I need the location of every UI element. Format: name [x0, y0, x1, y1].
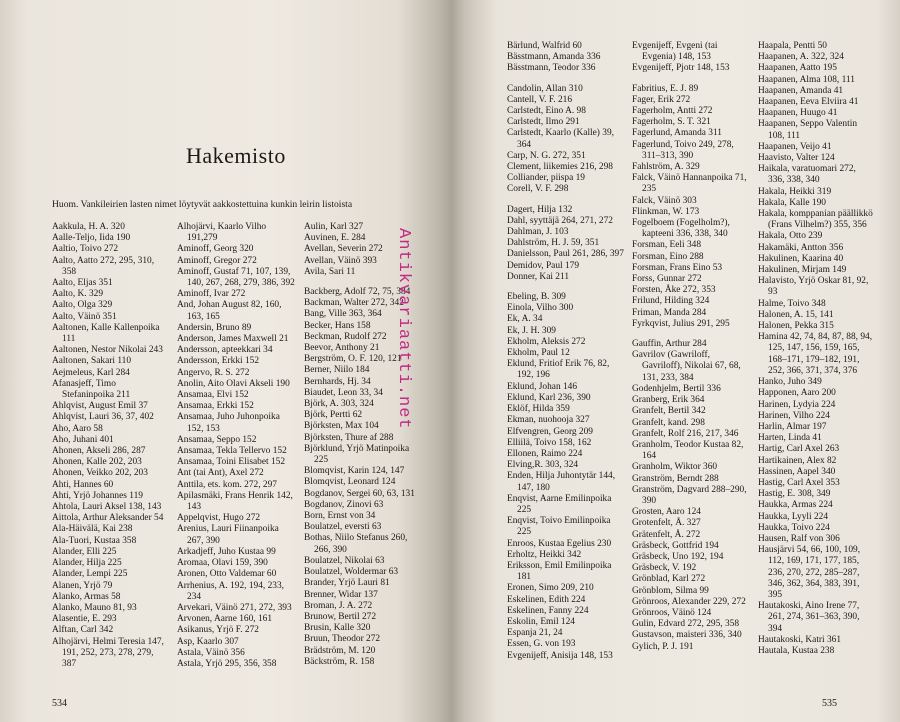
index-entry: Eklund, Johan 146 — [507, 381, 578, 392]
index-entry: Falck, Väinö 303 — [632, 195, 697, 206]
index-entry: Alftan, Carl 342 — [52, 625, 114, 636]
index-entry: Fahlström, A. 329 — [632, 162, 700, 173]
index-entry: Haapanen, Eeva Elviira 41 — [758, 97, 859, 108]
index-entry: Ek, A. 34 — [507, 314, 543, 325]
index-entry: Bärlund, Walfrid 60 — [507, 41, 582, 51]
index-entry: Dahl, syyttäjä 264, 271, 272 — [507, 215, 613, 226]
index-entry: Andersson, Erkki 152 — [177, 356, 260, 367]
index-entry: Hausen, Ralf von 306 — [758, 533, 840, 544]
index-entry: Haukka, Toivo 224 — [758, 522, 830, 533]
index-note: Huom. Vankileirien lasten nimet löytyvät aakkostettuina kunkin leirin listoista — [52, 199, 353, 210]
index-entry: Candolin, Allan 310 — [507, 83, 583, 94]
page-number-right: 535 — [822, 698, 837, 709]
index-column-1 — [52, 222, 164, 670]
index-entry: Ek, J. H. 309 — [507, 325, 556, 336]
index-entry: Carlstedt, Ilmo 291 — [507, 117, 580, 128]
index-entry: Haapanen, Huugo 41 — [758, 108, 838, 119]
index-entry: Enden, Hilja Juhontytär 144, 147, 180 — [507, 471, 616, 493]
index-entry: Aalto, Eljas 351 — [52, 278, 113, 289]
index-entry: Haapanen, Amanda 41 — [758, 85, 844, 96]
index-entry: Hartikainen, Alex 82 — [758, 455, 837, 466]
index-entry: Björk, Pertti 62 — [304, 410, 363, 421]
index-entry: Arrhenius, A. 192, 194, 233, 234 — [177, 580, 285, 602]
index-entry: Hakala, komppanian päällikkö (Frans Vilhelm?) 355, 356 — [758, 209, 873, 231]
index-entry: Anderson, James Maxwell 21 — [177, 334, 289, 345]
index-entry: And, Johan August 82, 160, 163, 165 — [177, 300, 282, 322]
right-page — [452, 0, 900, 722]
index-entry: Avila, Sari 11 — [304, 266, 356, 277]
index-entry: Aittola, Arthur Aleksander 54 — [52, 513, 164, 524]
index-entry: Enqvist, Aarne Emilinpoika 225 — [507, 493, 612, 515]
index-entry: Haapala, Pentti 50 — [758, 41, 827, 51]
index-entry: Harinen, Vilho 224 — [758, 410, 830, 421]
index-entry: Harten, Linda 41 — [758, 433, 822, 444]
index-entry: Halme, Toivo 348 — [758, 298, 826, 309]
index-entry: Haukka, Lyyli 224 — [758, 511, 829, 522]
index-entry: Friman, Manda 284 — [632, 307, 707, 318]
index-entry: Aulin, Karl 327 — [304, 222, 364, 232]
index-entry: Aaltonen, Kalle Kallenpoika 111 — [52, 322, 160, 345]
index-entry: Granfelt, kand. 298 — [632, 417, 705, 428]
index-entry: Aminoff, Gustaf 71, 107, 139, 140, 267, 268, 279, 386, 392 — [177, 266, 295, 289]
index-entry: Granberg, Erik 364 — [632, 395, 705, 406]
index-entry: Hartig, Carl Axel 263 — [758, 444, 840, 455]
index-entry: Aalle-Teljo, Iida 190 — [52, 233, 131, 244]
index-entry: Granström, Berndt 288 — [632, 473, 719, 484]
index-entry: Harlin, Almar 197 — [758, 421, 827, 432]
index-entry: Granström, Dagvard 288–290, 390 — [632, 484, 747, 506]
index-entry: Bergström, O. F. 120, 121 — [304, 354, 402, 365]
index-entry: Alanen, Yrjö 79 — [52, 580, 113, 591]
index-entry: Bäckström, R. 158 — [304, 656, 375, 667]
index-entry: Boulatzel, Nikolai 63 — [304, 555, 385, 566]
index-entry: Bruun, Theodor 272 — [304, 634, 381, 645]
index-entry: Falck, Väinö Hannanpoika 71, 235 — [632, 173, 747, 195]
index-entry: Ansamaa, Seppo 152 — [177, 434, 257, 445]
index-entry: Alander, Lempi 225 — [52, 569, 128, 580]
index-entry: Frilund, Hilding 324 — [632, 296, 710, 307]
index-entry: Hausjärvi 54, 66, 100, 109, 112, 169, 171, 177, 185, 236, 270, 272, 285–287, 346, 362, 364, 383, 391, 395 — [758, 545, 861, 600]
index-entry: Carlstedt, Eino A. 98 — [507, 106, 586, 117]
index-entry: Beevor, Anthony 21 — [304, 343, 380, 354]
index-entry: Backberg, Adolf 72, 75, 384 — [304, 287, 411, 298]
index-entry: Ahonen, Kalle 202, 203 — [52, 457, 142, 468]
index-entry: Granholm, Teodor Kustaa 82, 164 — [632, 439, 744, 462]
index-entry: Demidov, Paul 179 — [507, 260, 580, 271]
index-entry: Gauffin, Arthur 284 — [632, 339, 707, 350]
index-entry: Forsman, Eino 288 — [632, 251, 704, 262]
index-entry: Aalto, Väinö 351 — [52, 311, 117, 322]
index-entry: Happonen, Aaro 200 — [758, 388, 836, 399]
index-entry: Avellan, Severin 272 — [304, 244, 383, 255]
index-entry: Becker, Hans 158 — [304, 320, 371, 331]
index-entry: Anttila, ets. kom. 272, 297 — [177, 479, 277, 490]
index-entry: Colliander, piispa 19 — [507, 173, 585, 184]
index-entry: Ansamaa, Erkki 152 — [177, 401, 254, 412]
index-entry: Bogdanov, Zinovi 63 — [304, 499, 384, 510]
index-entry: Hautakoski, Katri 361 — [758, 634, 842, 645]
index-entry: Grätenfelt, Å. 272 — [632, 529, 701, 540]
index-column-2 — [177, 222, 295, 670]
page-title: Hakemisto — [186, 143, 286, 168]
index-column-4 — [507, 41, 625, 662]
index-entry: Gräsbeck, Gottfrid 194 — [632, 540, 719, 551]
index-entry: Dahlman, J. 103 — [507, 227, 569, 238]
index-entry: Alhojärvi, Kaarlo Vilho 191,279 — [177, 222, 267, 244]
index-entry: Enqvist, Toivo Emilinpoika 225 — [507, 516, 611, 538]
page-number-left: 534 — [52, 698, 67, 709]
index-entry: Björk, A. 303, 324 — [304, 399, 374, 410]
index-entry: Ansamaa, Elvi 152 — [177, 390, 249, 401]
index-entry: Aalto, K. 329 — [52, 289, 104, 300]
index-entry: Björksten, Thure af 288 — [304, 432, 394, 443]
index-entry: Cantell, V. F. 216 — [507, 94, 573, 105]
index-entry: Aakkula, H. A. 320 — [52, 222, 125, 232]
index-entry: Bang, Ville 363, 364 — [304, 309, 382, 320]
index-entry: Boulatzel, Woldermar 63 — [304, 567, 399, 578]
index-entry: Evgenijeff, Evgeni (tai Evgenia) 148, 153 — [632, 41, 718, 63]
index-entry: Haapanen, Alma 108, 111 — [758, 74, 855, 85]
index-entry: Grotenfelt, Å. 327 — [632, 518, 701, 529]
index-entry: Aminoff, Ivar 272 — [177, 289, 246, 300]
index-entry: Gavrilov (Gawriloff, Gavriloff), Nikolai 67, 68, 131, 233, 384 — [632, 350, 741, 383]
index-entry: Arvekari, Väinö 271, 272, 393 — [177, 602, 292, 613]
index-entry: Hassinen, Aapel 340 — [758, 466, 836, 477]
index-entry: Berner, Niilo 184 — [304, 365, 370, 376]
index-entry: Aronen, Otto Valdemar 60 — [177, 569, 277, 580]
index-entry: Alhojärvi, Helmi Teresia 147, 191, 252, 273, 278, 279, 387 — [52, 636, 164, 669]
index-entry: Brenner, Widar 137 — [304, 589, 378, 600]
index-entry: Asp, Kaarlo 307 — [177, 636, 239, 647]
index-entry: Elving,R. 303, 324 — [507, 460, 579, 471]
index-entry: Arvonen, Aarne 160, 161 — [177, 614, 273, 625]
index-entry: Bernhards, Hj. 34 — [304, 376, 371, 387]
index-entry: Gräsbeck, Uno 192, 194 — [632, 551, 724, 562]
index-entry: Afanasjeff, Timo Stefaninpoika 211 — [52, 378, 131, 401]
index-entry: Grosten, Aaro 124 — [632, 507, 701, 518]
index-entry: Ansamaa, Toini Elisabet 152 — [177, 457, 286, 468]
index-entry: Andersin, Bruno 89 — [177, 322, 252, 333]
index-entry: Elliilä, Toivo 158, 162 — [507, 437, 592, 448]
index-entry: Alanko, Armas 58 — [52, 591, 121, 602]
index-entry: Halonen, A. 15, 141 — [758, 309, 834, 320]
index-entry: Ahtola, Lauri Aksel 138, 143 — [52, 502, 162, 513]
index-entry: Aaltonen, Nestor Nikolai 243 — [52, 345, 163, 356]
index-entry: Brunow, Bertil 272 — [304, 611, 377, 622]
index-entry: Haapanen, Veijo 41 — [758, 141, 832, 152]
index-entry: Ahti, Hannes 60 — [52, 479, 114, 490]
index-entry: Hautakoski, Aino Irene 77, 261, 274, 361–363, 390, 394 — [758, 601, 860, 634]
index-entry: Astala, Väinö 356 — [177, 647, 245, 658]
index-entry: Flinkman, W. 173 — [632, 206, 700, 217]
index-entry: Astala, Yrjö 295, 356, 358 — [177, 658, 277, 669]
index-entry: Grönroos, Väinö 124 — [632, 607, 712, 618]
index-entry: Evgenijeff, Anisija 148, 153 — [507, 650, 613, 661]
index-column-5 — [632, 41, 750, 653]
index-entry: Haapanen, Seppo Valentin 108, 111 — [758, 119, 858, 141]
index-entry: Dahlström, H. J. 59, 351 — [507, 238, 600, 249]
index-entry: Ahonen, Akseli 286, 287 — [52, 446, 146, 457]
watermark — [394, 228, 415, 518]
index-entry: Grönblad, Karl 272 — [632, 574, 706, 585]
index-entry: Forsman, Frans Eino 53 — [632, 262, 723, 273]
index-entry: Carlstedt, Kaarlo (Kalle) 39, 364 — [507, 128, 614, 150]
index-entry: Haapanen, A. 322, 324 — [758, 52, 844, 63]
index-entry: Fagerholm, Antti 272 — [632, 106, 713, 117]
index-entry: Alander, Hilja 225 — [52, 558, 122, 569]
index-entry: Eklund, Karl 236, 390 — [507, 392, 591, 403]
index-entry: Björklund, Yrjö Matinpoika 225 — [304, 443, 410, 466]
index-entry: Backman, Walter 272, 342 — [304, 298, 404, 309]
index-entry: Elfvengren, Georg 209 — [507, 426, 593, 437]
index-entry: Arenius, Lauri Fiinanpoika 267, 390 — [177, 524, 279, 546]
index-entry: Gulin, Edvard 272, 295, 358 — [632, 619, 740, 630]
index-entry: Aminoff, Gregor 272 — [177, 255, 257, 266]
index-entry: Donner, Kai 211 — [507, 271, 570, 282]
index-entry: Evgenijeff, Pjotr 148, 153 — [632, 63, 730, 74]
index-entry: Hakala, Otto 239 — [758, 231, 823, 242]
index-entry: Forsten, Åke 272, 353 — [632, 285, 716, 296]
index-entry: Eklöf, Hilda 359 — [507, 404, 570, 415]
index-entry: Essen, G. von 193 — [507, 639, 576, 650]
index-entry: Grönroos, Alexander 229, 272 — [632, 596, 746, 607]
index-entry: Born, Ernst von 34 — [304, 511, 376, 522]
index-entry: Hakala, Heikki 319 — [758, 186, 832, 197]
index-entry: Aho, Juhani 401 — [52, 434, 114, 445]
index-entry: Andersson, apteekkari 34 — [177, 345, 273, 356]
index-entry: Bässtmann, Teodor 336 — [507, 63, 596, 74]
index-entry: Carp, N. G. 272, 351 — [507, 150, 586, 161]
index-entry: Ansamaa, Juho Juhonpoika 152, 153 — [177, 412, 280, 434]
index-entry: Ahlqvist, August Emil 37 — [52, 401, 148, 412]
index-entry: Granholm, Wiktor 360 — [632, 462, 718, 473]
index-entry: Granfelt, Rolf 216, 217, 346 — [632, 428, 739, 439]
index-entry: Haapanen, Aatto 195 — [758, 63, 837, 74]
index-entry: Bothas, Niilo Stefanus 260, 266, 390 — [304, 533, 408, 555]
index-entry: Grönblom, Silma 99 — [632, 585, 709, 596]
index-entry: Ala-Tuori, Kustaa 358 — [52, 535, 137, 546]
index-entry: Aalto, Aatto 272, 295, 310, 358 — [52, 255, 155, 277]
index-entry: Anolin, Aito Olavi Akseli 190 — [177, 378, 290, 389]
index-entry: Aho, Aaro 58 — [52, 423, 103, 434]
index-entry: Ahlqvist, Lauri 36, 37, 402 — [52, 412, 154, 423]
index-entry: Hanko, Juho 349 — [758, 377, 822, 388]
index-entry: Eklund, Fritiof Erik 76, 82, 192, 196 — [507, 359, 610, 381]
index-entry: Fagerlund, Toivo 249, 278, 311–313, 390 — [632, 139, 734, 161]
index-entry: Ansamaa, Tekla Tellervo 152 — [177, 446, 287, 457]
index-entry: Forss, Gunnar 272 — [632, 274, 702, 285]
index-entry: Alasentie, E. 293 — [52, 614, 117, 625]
index-entry: Gustavson, maisteri 336, 340 — [632, 630, 742, 641]
index-entry: Fogelboem (Fogelholm?), kapteeni 336, 338, 340 — [632, 218, 730, 240]
index-entry: Ant (tai Ant), Axel 272 — [177, 468, 264, 479]
index-entry: Apilasmäki, Frans Henrik 142, 143 — [177, 490, 293, 513]
watermark-text: Antikvariaatti.net — [394, 228, 413, 430]
index-entry: Aaltonen, Sakari 110 — [52, 356, 132, 367]
index-entry: Hakulinen, Mirjam 149 — [758, 265, 847, 276]
index-entry: Aaltio, Toivo 272 — [52, 244, 119, 255]
index-entry: Halavisto, Yrjö Oskar 81, 92, 93 — [758, 276, 869, 298]
index-entry: Auvinen, E. 284 — [304, 233, 366, 244]
index-entry: Arkadjeff, Juho Kustaa 99 — [177, 546, 276, 557]
index-entry: Hastig, E. 308, 349 — [758, 489, 831, 500]
index-entry: Gylich, P. J. 191 — [632, 641, 694, 652]
index-entry: Gräsbeck, V. 192 — [632, 563, 697, 574]
index-column-6 — [758, 41, 873, 657]
index-entry: Harinen, Lydyia 224 — [758, 399, 836, 410]
index-entry: Eronen, Simo 209, 210 — [507, 583, 594, 594]
index-entry: Granfelt, Bertil 342 — [632, 406, 706, 417]
index-entry: Dagert, Hilja 132 — [507, 204, 573, 215]
index-entry: Ekman, nuohooja 327 — [507, 415, 590, 426]
index-entry: Hamina 42, 74, 84, 87, 88, 94, 125, 147, 156, 159, 165, 168–171, 179–182, 191, 252, 366, 371, 374, 376 — [758, 332, 873, 376]
index-entry: Einola, Vilho 300 — [507, 303, 574, 314]
index-entry: Appelqvist, Hugo 272 — [177, 513, 261, 524]
index-entry: Ahonen, Veikko 202, 203 — [52, 468, 148, 479]
index-entry: Espanja 21, 24 — [507, 628, 563, 639]
index-entry: Haikala, varatuomari 272, 336, 338, 340 — [758, 164, 856, 186]
index-entry: Brädström, M. 120 — [304, 645, 376, 656]
index-entry: Fagerlund, Amanda 311 — [632, 128, 722, 139]
index-entry: Eskolin, Emil 124 — [507, 616, 575, 627]
index-entry: Angervo, R. S. 272 — [177, 367, 250, 378]
index-entry: Aalto, Olga 329 — [52, 300, 113, 311]
index-entry: Bässtmann, Amanda 336 — [507, 52, 601, 63]
index-entry: Corell, V. F. 298 — [507, 184, 569, 195]
index-entry: Fager, Erik 272 — [632, 94, 691, 105]
index-entry: Blomqvist, Karin 124, 147 — [304, 466, 405, 477]
index-entry: Ala-Häivälä, Kai 238 — [52, 524, 133, 535]
index-entry: Aejmeleus, Karl 284 — [52, 367, 130, 378]
index-entry: Ekholm, Aleksis 272 — [507, 336, 586, 347]
index-entry: Brusin, Kalle 320 — [304, 623, 371, 634]
index-entry: Bogdanov, Sergei 60, 63, 131 — [304, 488, 415, 499]
index-entry: Eriksson, Emil Emilinpoika 181 — [507, 560, 612, 583]
index-entry: Aminoff, Georg 320 — [177, 244, 254, 255]
index-entry: Haavisto, Valter 124 — [758, 153, 835, 164]
index-entry: Fagerholm, S. T. 321 — [632, 117, 711, 128]
index-entry: Fabritius, E. J. 89 — [632, 83, 699, 94]
index-entry: Forsman, Eeli 348 — [632, 240, 702, 251]
index-entry: Beckman, Rudolf 272 — [304, 331, 387, 342]
index-entry: Avellan, Väinö 393 — [304, 255, 377, 266]
index-entry: Hakulinen, Kaarina 40 — [758, 253, 844, 264]
index-entry: Björksten, Max 104 — [304, 421, 379, 432]
index-entry: Hautala, Kustaa 238 — [758, 645, 835, 656]
index-entry: Alanko, Mauno 81, 93 — [52, 602, 137, 613]
index-entry: Ahti, Yrjö Johannes 119 — [52, 490, 143, 501]
index-entry: Ellonen, Raimo 224 — [507, 448, 583, 459]
index-entry: Danielsson, Paul 261, 286, 397 — [507, 249, 624, 260]
index-entry: Enroos, Kustaa Egelius 230 — [507, 538, 612, 549]
index-entry: Hakala, Kalle 190 — [758, 197, 826, 208]
index-entry: Clement, liikemies 216, 298 — [507, 162, 613, 173]
index-entry: Eskelinen, Edith 224 — [507, 594, 586, 605]
index-entry: Hastig, Carl Axel 353 — [758, 477, 840, 488]
index-entry: Halonen, Pekka 315 — [758, 321, 834, 332]
index-entry: Ebeling, B. 309 — [507, 292, 566, 303]
index-entry: Hakamäki, Antton 356 — [758, 242, 844, 253]
index-entry: Asikanus, Yrjö F. 272 — [177, 625, 259, 636]
index-entry: Brander, Yrjö Lauri 81 — [304, 578, 390, 589]
index-entry: Broman, J. A. 272 — [304, 600, 373, 611]
index-entry: Ekholm, Paul 12 — [507, 348, 570, 359]
index-entry: Blomqvist, Leonard 124 — [304, 477, 396, 488]
index-entry: Eskelinen, Fanny 224 — [507, 605, 589, 616]
index-entry: Alander, Elli 225 — [52, 546, 117, 557]
index-entry: Godenhjelm, Bertil 336 — [632, 383, 721, 394]
index-entry: Boulatzel, eversti 63 — [304, 522, 382, 533]
index-entry: Aromaa, Olavi 159, 390 — [177, 558, 268, 569]
index-entry: Haukka, Armas 224 — [758, 500, 833, 511]
index-entry: Fyrkqvist, Julius 291, 295 — [632, 318, 730, 329]
index-entry: Erholtz, Heikki 342 — [507, 549, 582, 560]
index-entry: Biaudet, Leon 33, 34 — [304, 387, 383, 398]
